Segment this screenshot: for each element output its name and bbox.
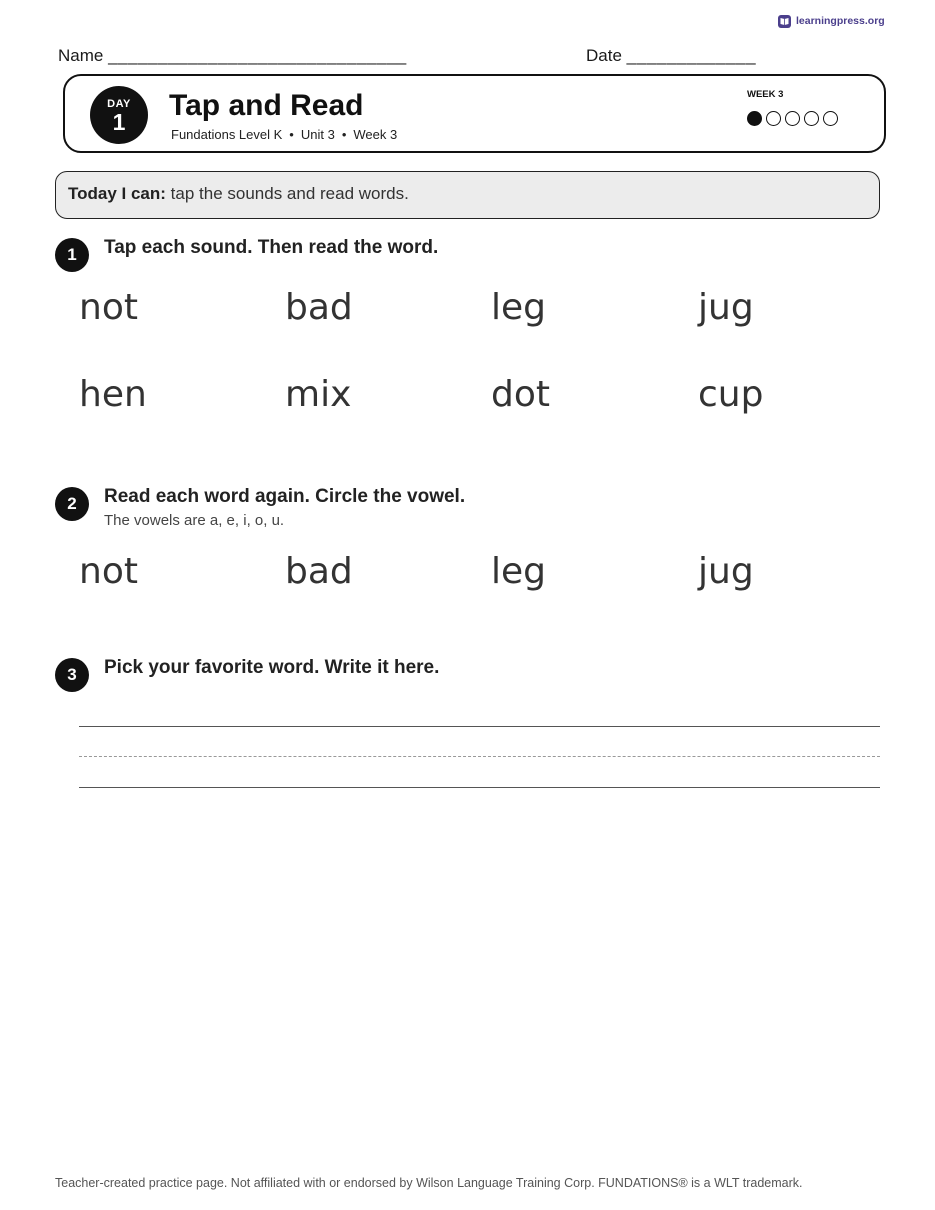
progress-dot-empty: [766, 111, 781, 126]
step-2-number: 2: [55, 487, 89, 521]
name-field[interactable]: [58, 46, 407, 66]
date-label: Date: [586, 46, 622, 65]
progress-dot-empty: [804, 111, 819, 126]
week-subtitle-label: Week 3: [353, 127, 398, 142]
goal-lead: Today I can:: [68, 184, 166, 203]
date-field[interactable]: [586, 46, 756, 66]
word-item[interactable]: bad: [285, 551, 353, 592]
word-item[interactable]: jug: [698, 551, 754, 592]
writing-mid-line[interactable]: [79, 756, 880, 757]
brand-logo: [778, 13, 885, 29]
day-number: 1: [112, 109, 126, 135]
step-1-number: 1: [55, 238, 89, 272]
learning-goal: [55, 171, 880, 219]
week-label: WEEK 3: [747, 89, 784, 100]
page-subtitle: [171, 127, 397, 142]
word-item[interactable]: jug: [698, 287, 754, 328]
goal-text: tap the sounds and read words.: [170, 184, 409, 203]
week-progress: [747, 111, 838, 126]
progress-dot-filled: [747, 111, 762, 126]
word-item[interactable]: not: [79, 287, 138, 328]
date-line[interactable]: _____________: [626, 46, 757, 65]
page-title: Tap and Read: [169, 89, 364, 122]
header-card: [63, 74, 886, 153]
writing-base-line[interactable]: [79, 787, 880, 788]
separator-dot: •: [289, 127, 294, 142]
word-item[interactable]: dot: [491, 374, 550, 415]
progress-dot-empty: [823, 111, 838, 126]
name-label: Name: [58, 46, 104, 65]
book-icon: [778, 15, 791, 28]
footer-disclaimer: Teacher-created practice page. Not affiliated with or endorsed by Wilson Language Training Corp. FUNDATIONS® is a WLT trademark.: [55, 1176, 803, 1190]
unit-label: Unit 3: [300, 127, 335, 142]
step-3-number: 3: [55, 658, 89, 692]
word-item[interactable]: leg: [491, 287, 547, 328]
step-3-instruction: Pick your favorite word. Write it here.: [104, 657, 440, 678]
day-badge: [90, 86, 148, 144]
word-item[interactable]: not: [79, 551, 138, 592]
word-item[interactable]: mix: [285, 374, 352, 415]
word-item[interactable]: bad: [285, 287, 353, 328]
step-2-instruction: Read each word again. Circle the vowel.: [104, 486, 466, 507]
name-line[interactable]: ______________________________: [108, 46, 407, 65]
step-1-instruction: Tap each sound. Then read the word.: [104, 237, 439, 258]
word-item[interactable]: hen: [79, 374, 147, 415]
writing-top-line[interactable]: [79, 726, 880, 727]
word-item[interactable]: leg: [491, 551, 547, 592]
progress-dot-empty: [785, 111, 800, 126]
word-item[interactable]: cup: [698, 374, 764, 415]
level-label: Fundations Level K: [171, 127, 283, 142]
separator-dot: •: [341, 127, 347, 142]
step-2-hint: The vowels are a, e, i, o, u.: [104, 512, 285, 529]
brand-name: learningpress.org: [796, 15, 885, 27]
day-label: DAY: [107, 98, 131, 110]
